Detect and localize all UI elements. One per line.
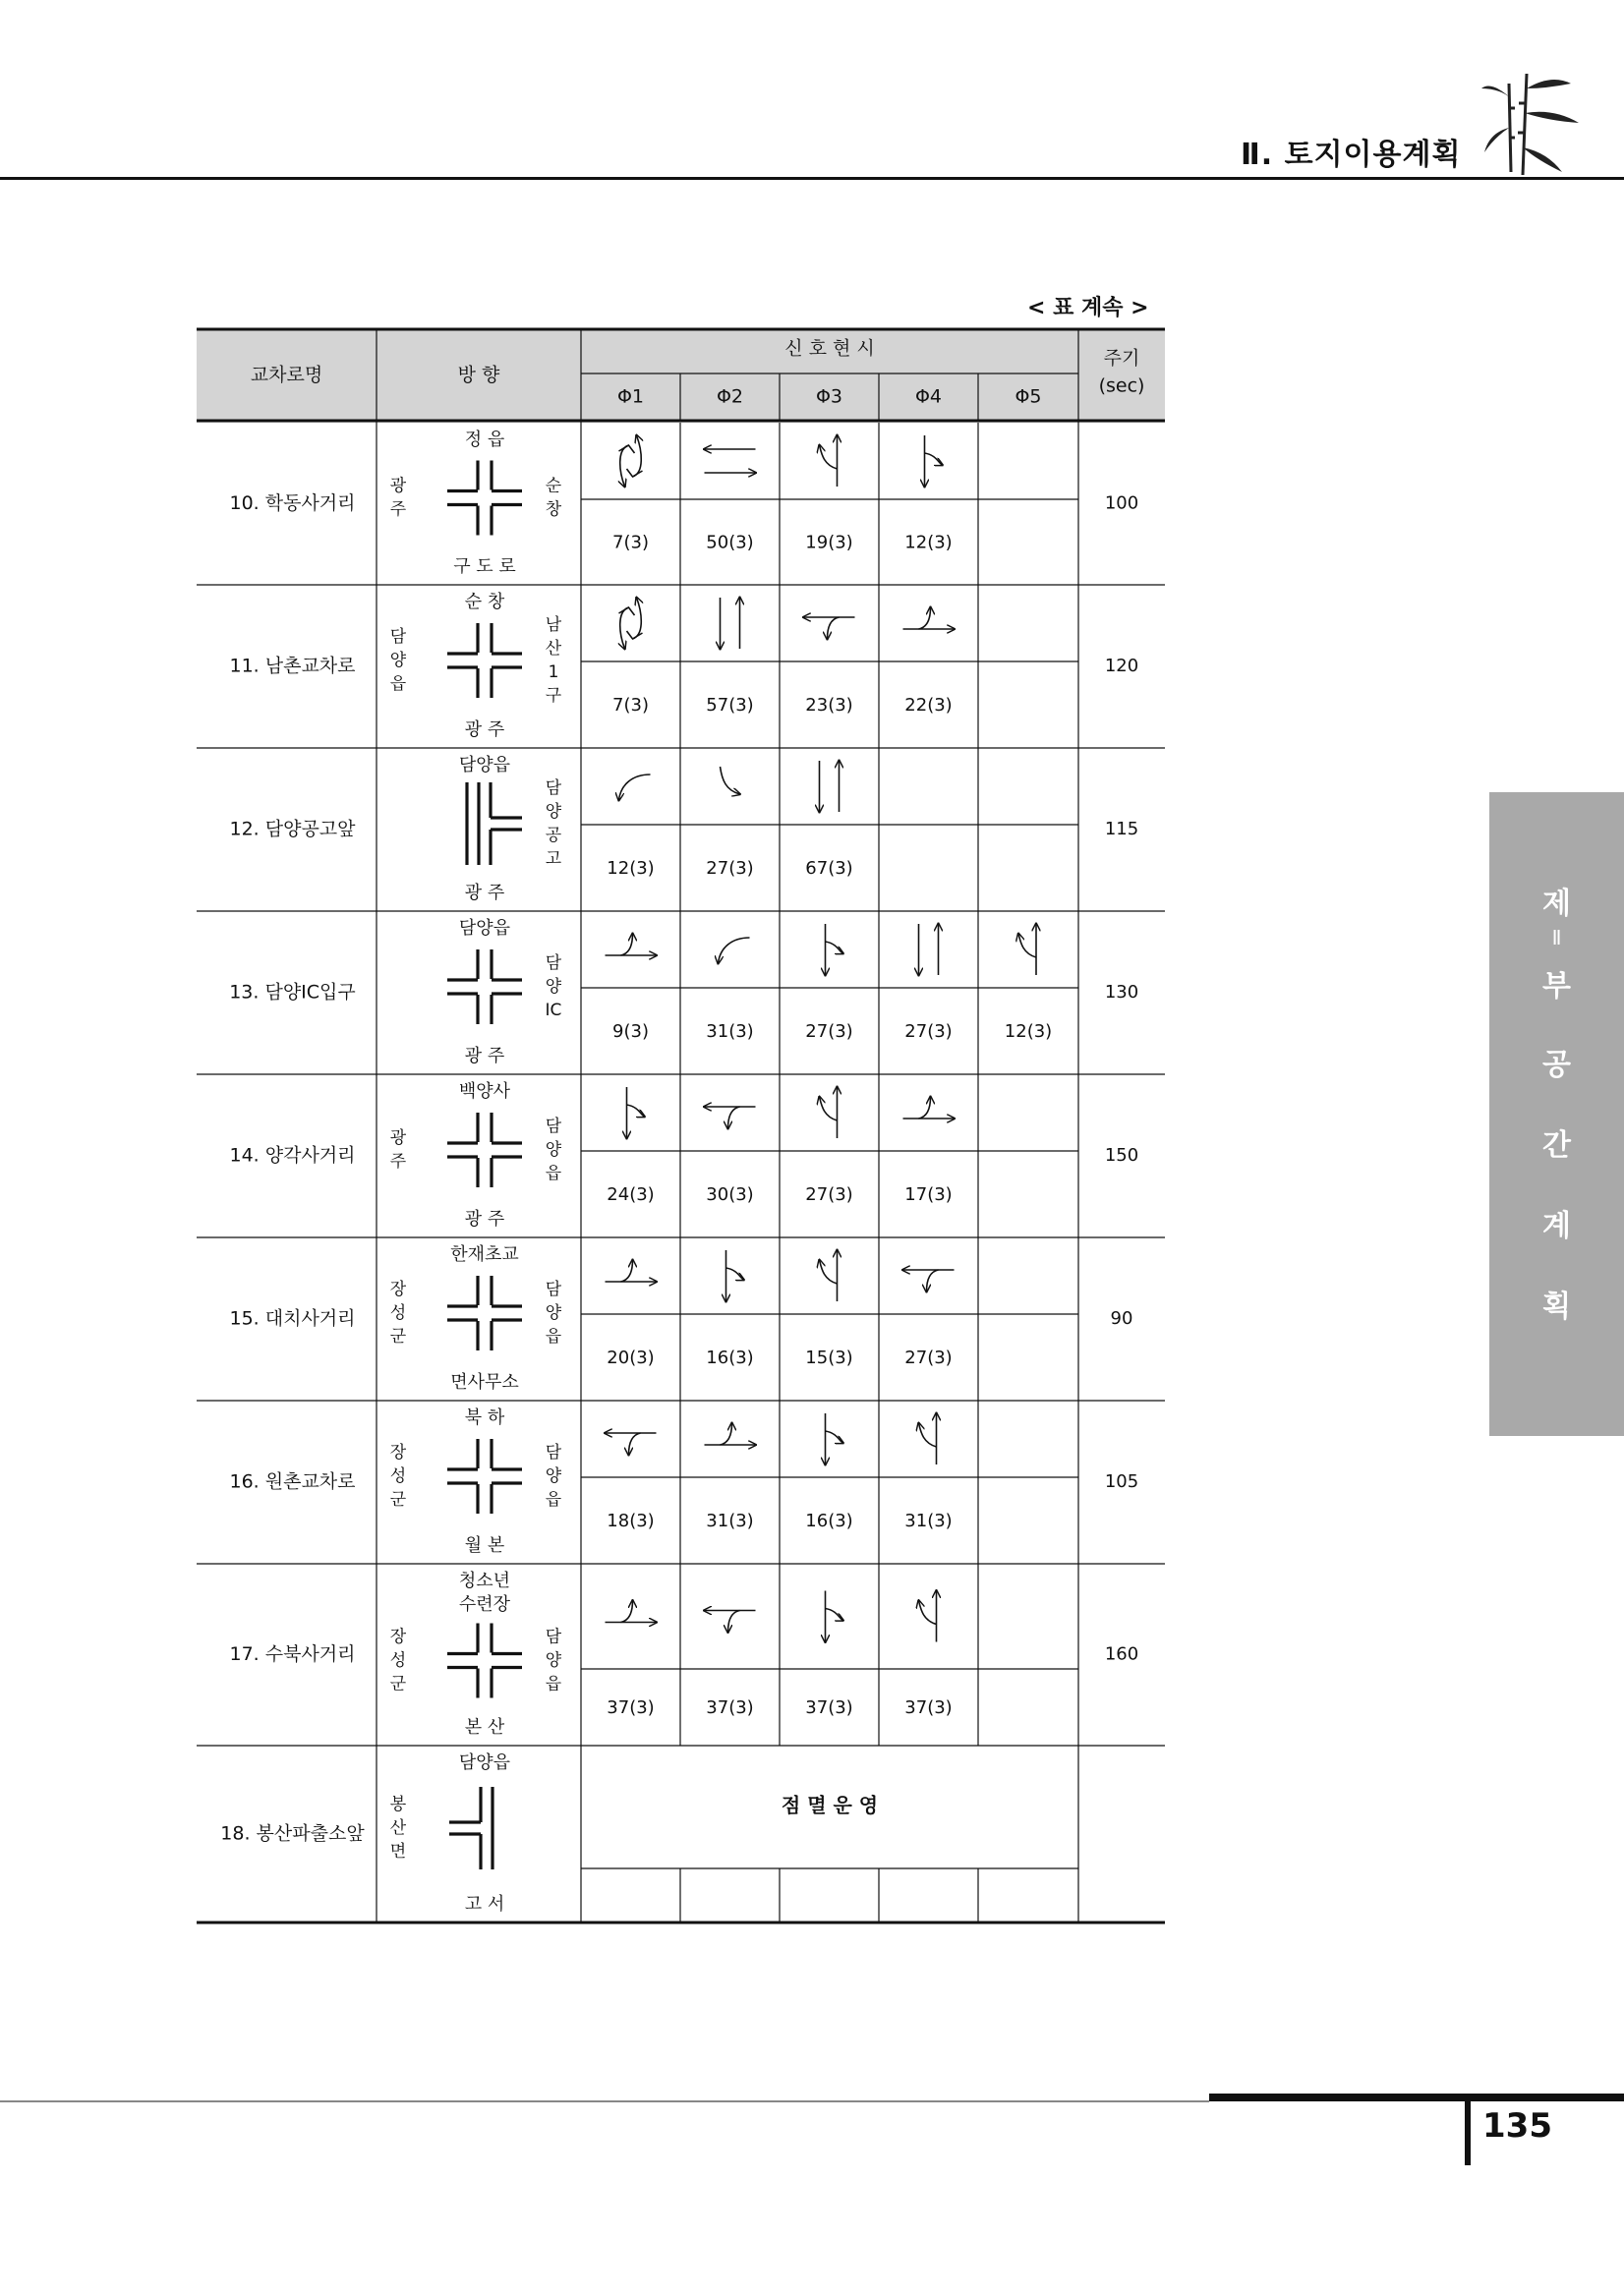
bamboo-icon — [1479, 69, 1588, 181]
direction-right-char: 읍 — [545, 1164, 562, 1183]
intersection-diagram — [447, 949, 522, 1024]
side-tab-char: 계 — [1542, 1209, 1571, 1243]
phase-time: 30(3) — [706, 1184, 754, 1205]
phase-time: 12(3) — [607, 858, 655, 879]
intersection-name: 12. 담양공고앞 — [229, 818, 356, 840]
cycle-seconds: 115 — [1104, 819, 1139, 839]
footer-thick-rule — [1209, 2094, 1624, 2101]
direction-left-char: 봉 — [389, 1795, 407, 1814]
phase-time: 17(3) — [904, 1184, 953, 1205]
phase-arrow-eb-left-up — [705, 1423, 756, 1445]
arrow-stroke — [633, 435, 642, 477]
arrow-stroke — [919, 1097, 931, 1119]
phase-arrow-left-straight-up — [820, 435, 838, 487]
phase-time: 15(3) — [805, 1348, 853, 1368]
direction-left-char: 성 — [389, 1466, 407, 1486]
chapter-side-tab — [1489, 792, 1624, 1436]
arrow-stroke — [721, 767, 740, 794]
direction-top-label: 정 읍 — [464, 430, 505, 450]
direction-left-char: 면 — [389, 1842, 407, 1862]
phase-time: 37(3) — [607, 1697, 655, 1718]
header-cycle: 주기 — [1103, 347, 1140, 370]
direction-right-char: 양 — [545, 1303, 562, 1323]
direction-right-char: 담 — [545, 1117, 562, 1136]
intersection-name: 18. 봉산파출소앞 — [220, 1822, 365, 1845]
direction-right-char: IC — [545, 1001, 562, 1020]
direction-left-char: 주 — [389, 1152, 407, 1172]
intersection-diagram — [467, 782, 522, 865]
direction-right-char: 담 — [545, 953, 562, 973]
phase-arrow-left-straight-up — [919, 1591, 937, 1642]
phase-time: 7(3) — [612, 695, 649, 716]
direction-right-char: 남 — [545, 615, 562, 635]
phase-arrow-left-straight-up — [919, 1413, 937, 1464]
phase-time: 12(3) — [1004, 1021, 1053, 1042]
cycle-seconds: 120 — [1104, 656, 1139, 676]
intersection-name: 11. 남촌교차로 — [229, 655, 356, 677]
cycle-seconds: 105 — [1104, 1471, 1139, 1492]
arrow-stroke — [1018, 934, 1036, 957]
direction-top-label: 북 하 — [464, 1407, 505, 1428]
cycle-seconds: 100 — [1104, 492, 1139, 514]
intersection-diagram — [447, 1113, 522, 1187]
header-phase-5: Φ5 — [1015, 385, 1042, 408]
direction-left-char: 군 — [389, 1674, 407, 1694]
direction-top-label: 한재초교 — [450, 1244, 519, 1265]
direction-right-char: 담 — [545, 1280, 562, 1299]
header-signal-phase: 신 호 현 시 — [784, 337, 875, 360]
arrow-stroke — [820, 445, 838, 469]
arrow-stroke — [728, 1611, 740, 1633]
phase-time: 24(3) — [607, 1184, 655, 1205]
arrow-stroke — [826, 1609, 843, 1621]
footer-rule — [0, 2100, 1209, 2102]
side-tab-char: 간 — [1542, 1128, 1571, 1163]
intersection-name: 16. 원촌교차로 — [229, 1470, 356, 1493]
phase-time: 67(3) — [805, 858, 853, 879]
direction-left-char: 담 — [389, 627, 407, 647]
intersection-diagram — [447, 1624, 522, 1698]
header-title: Ⅱ. 토지이용계획 — [1241, 138, 1462, 172]
header-rule — [0, 177, 1624, 180]
arrow-stroke — [919, 1601, 937, 1625]
cycle-seconds: 90 — [1110, 1308, 1133, 1329]
direction-right-char: 창 — [545, 499, 562, 520]
arrow-stroke — [619, 775, 651, 800]
cycle-seconds: 150 — [1104, 1145, 1139, 1166]
phase-time: 16(3) — [706, 1348, 754, 1368]
arrow-stroke — [726, 1268, 744, 1280]
header-phase-1: Φ1 — [616, 385, 645, 408]
phase-arrow-left-straight-up — [820, 1087, 838, 1138]
header-phase-4: Φ4 — [914, 385, 943, 408]
direction-right-char: 고 — [545, 849, 562, 869]
direction-left-char: 읍 — [389, 674, 407, 694]
phase-time: 27(3) — [706, 858, 754, 879]
direction-top-label: 청소년 — [458, 1571, 511, 1591]
arrow-stroke — [620, 607, 629, 649]
side-tab-char: 공 — [1542, 1048, 1571, 1082]
direction-right-char: 양 — [545, 1466, 562, 1486]
phase-arrow-down-up — [919, 924, 939, 975]
direction-right-char: 양 — [545, 1140, 562, 1160]
side-tab-char: 획 — [1542, 1290, 1571, 1324]
cycle-seconds: 160 — [1104, 1643, 1139, 1665]
direction-bottom-label: 월 본 — [464, 1535, 505, 1556]
direction-left-char: 성 — [389, 1650, 407, 1671]
phase-arrow-curve-left-down — [719, 938, 750, 963]
side-tab-char: Ⅱ — [1551, 926, 1562, 949]
phase-time: 50(3) — [706, 532, 754, 553]
direction-left-char: 장 — [389, 1627, 407, 1647]
phase-time: 37(3) — [706, 1697, 754, 1718]
arrow-stroke — [828, 617, 840, 639]
phase-arrow-left-straight-up — [1018, 924, 1036, 975]
header-direction: 방 향 — [457, 364, 500, 386]
header-phase-2: Φ2 — [716, 385, 744, 408]
phase-arrow-straight-right-down — [826, 924, 843, 975]
direction-top-label-2: 수련장 — [458, 1594, 511, 1615]
intersection-name: 17. 수북사거리 — [229, 1643, 356, 1665]
direction-top-label: 백양사 — [458, 1081, 511, 1102]
direction-right-char: 산 — [545, 639, 562, 659]
arrow-stroke — [820, 1260, 838, 1284]
phase-arrow-straight-right-down — [826, 1591, 843, 1642]
phase-time: 22(3) — [904, 695, 953, 716]
direction-right-char: 양 — [545, 1650, 562, 1671]
direction-right-char: 읍 — [545, 1674, 562, 1694]
arrow-stroke — [826, 942, 843, 953]
phase-time: 31(3) — [706, 1021, 754, 1042]
arrow-stroke — [621, 1260, 633, 1282]
signal-table-svg — [197, 327, 1165, 1924]
intersection-name: 13. 담양IC입구 — [229, 981, 356, 1004]
direction-right-char: 읍 — [545, 1327, 562, 1347]
header-phase-3: Φ3 — [815, 385, 843, 408]
direction-right-char: 공 — [545, 826, 562, 845]
phase-time: 57(3) — [706, 695, 754, 716]
page-number-bar — [1465, 2100, 1471, 2165]
arrow-stroke — [919, 1423, 937, 1447]
phase-arrow-uturn-left-right — [619, 598, 643, 649]
intersection-name: 10. 학동사거리 — [229, 492, 356, 514]
phase-arrow-wb-left-down — [705, 1107, 756, 1128]
signal-table — [197, 327, 1165, 1928]
arrow-stroke — [621, 1601, 633, 1623]
header-intersection-name: 교차로명 — [250, 364, 323, 386]
phase-arrow-wb-eb — [705, 449, 756, 473]
table-continued-caption: < 표 계속 > — [1027, 296, 1149, 320]
phase-arrow-straight-right-down — [726, 1250, 744, 1301]
direction-bottom-label: 면사무소 — [450, 1372, 519, 1393]
direction-top-label: 담양읍 — [458, 755, 511, 775]
direction-top-label: 순 창 — [464, 592, 505, 612]
direction-bottom-label: 고 서 — [464, 1894, 505, 1915]
arrow-stroke — [919, 607, 931, 629]
phase-time: 19(3) — [805, 532, 853, 553]
arrow-stroke — [620, 445, 629, 487]
phase-time: 12(3) — [904, 532, 953, 553]
flash-operation-label: 점 멸 운 영 — [781, 1793, 879, 1817]
arrow-stroke — [925, 453, 943, 465]
phase-arrow-eb-left-up — [903, 1097, 955, 1119]
phase-time: 27(3) — [805, 1184, 853, 1205]
arrow-stroke — [627, 1105, 645, 1117]
direction-left-char: 장 — [389, 1443, 407, 1463]
page-number: 135 — [1482, 2106, 1552, 2146]
direction-left-char: 광 — [389, 476, 407, 496]
direction-left-char: 군 — [389, 1490, 407, 1510]
direction-top-label: 담양읍 — [458, 1752, 511, 1773]
phase-arrow-down-up — [721, 598, 740, 649]
arrow-stroke — [633, 598, 642, 639]
intersection-name: 14. 양각사거리 — [229, 1144, 356, 1167]
phase-arrow-curve-right-down — [721, 767, 740, 794]
arrow-stroke — [721, 1423, 732, 1445]
phase-arrow-wb-left-down — [903, 1270, 955, 1292]
intersection-diagram — [447, 1439, 522, 1514]
phase-arrow-straight-right-down — [925, 435, 943, 487]
intersection-diagram — [447, 623, 522, 698]
phase-time: 27(3) — [904, 1021, 953, 1042]
phase-arrow-wb-left-down — [606, 1433, 657, 1455]
direction-right-char: 담 — [545, 778, 562, 798]
phase-arrow-eb-left-up — [903, 607, 955, 629]
arrow-stroke — [728, 1107, 740, 1128]
header-cycle-unit: (sec) — [1098, 374, 1145, 397]
direction-right-char: 양 — [545, 977, 562, 997]
phase-arrow-curve-left-down — [619, 775, 651, 800]
phase-time: 20(3) — [607, 1348, 655, 1368]
intersection-name: 15. 대치사거리 — [229, 1307, 356, 1330]
phase-time: 31(3) — [904, 1511, 953, 1531]
side-tab-char: 제 — [1542, 887, 1571, 921]
direction-bottom-label: 본 산 — [464, 1717, 505, 1738]
direction-left-char: 산 — [389, 1818, 407, 1838]
direction-right-char: 읍 — [545, 1490, 562, 1510]
phase-time: 16(3) — [805, 1511, 853, 1531]
phase-time: 27(3) — [904, 1348, 953, 1368]
direction-left-char: 양 — [389, 651, 407, 670]
phase-arrow-uturn-left-right — [619, 435, 643, 487]
phase-time: 37(3) — [904, 1697, 953, 1718]
direction-right-char: 담 — [545, 1627, 562, 1647]
cycle-seconds: 130 — [1104, 982, 1139, 1003]
direction-bottom-label: 광 주 — [464, 883, 505, 903]
phase-time: 23(3) — [805, 695, 853, 716]
arrow-stroke — [719, 938, 750, 963]
phase-time: 37(3) — [805, 1697, 853, 1718]
phase-arrow-wb-left-down — [804, 617, 855, 639]
direction-bottom-label: 광 주 — [464, 719, 505, 740]
direction-left-char: 광 — [389, 1128, 407, 1148]
phase-arrow-straight-right-down — [826, 1413, 843, 1464]
phase-arrow-straight-right-down — [627, 1087, 645, 1138]
intersection-diagram — [449, 1787, 493, 1869]
direction-right-char: 구 — [545, 686, 562, 706]
direction-left-char: 주 — [389, 499, 407, 520]
phase-arrow-down-up — [820, 761, 840, 812]
arrow-stroke — [621, 934, 633, 955]
arrow-stroke — [629, 1433, 641, 1455]
direction-left-char: 군 — [389, 1327, 407, 1347]
direction-bottom-label: 광 주 — [464, 1209, 505, 1230]
arrow-stroke — [820, 1097, 838, 1120]
direction-left-char: 장 — [389, 1280, 407, 1299]
direction-bottom-label: 구 도 로 — [453, 556, 516, 577]
phase-arrow-left-straight-up — [820, 1250, 838, 1301]
direction-left-char: 성 — [389, 1303, 407, 1323]
phase-time: 9(3) — [612, 1021, 649, 1042]
side-tab-char: 부 — [1542, 969, 1571, 1004]
phase-arrow-eb-left-up — [606, 934, 657, 955]
phase-arrow-wb-left-down — [705, 1611, 756, 1633]
intersection-diagram — [447, 1276, 522, 1350]
phase-time: 7(3) — [612, 532, 649, 553]
direction-right-char: 담 — [545, 1443, 562, 1463]
phase-arrow-eb-left-up — [606, 1260, 657, 1282]
phase-time: 31(3) — [706, 1511, 754, 1531]
direction-top-label: 담양읍 — [458, 918, 511, 939]
direction-right-char: 1 — [548, 662, 559, 682]
phase-time: 18(3) — [607, 1511, 655, 1531]
phase-time: 27(3) — [805, 1021, 853, 1042]
direction-right-char: 순 — [545, 476, 562, 496]
arrow-stroke — [826, 1431, 843, 1443]
intersection-diagram — [447, 461, 522, 536]
arrow-stroke — [927, 1270, 939, 1292]
direction-bottom-label: 광 주 — [464, 1046, 505, 1066]
direction-right-char: 양 — [545, 802, 562, 822]
phase-arrow-eb-left-up — [606, 1601, 657, 1623]
